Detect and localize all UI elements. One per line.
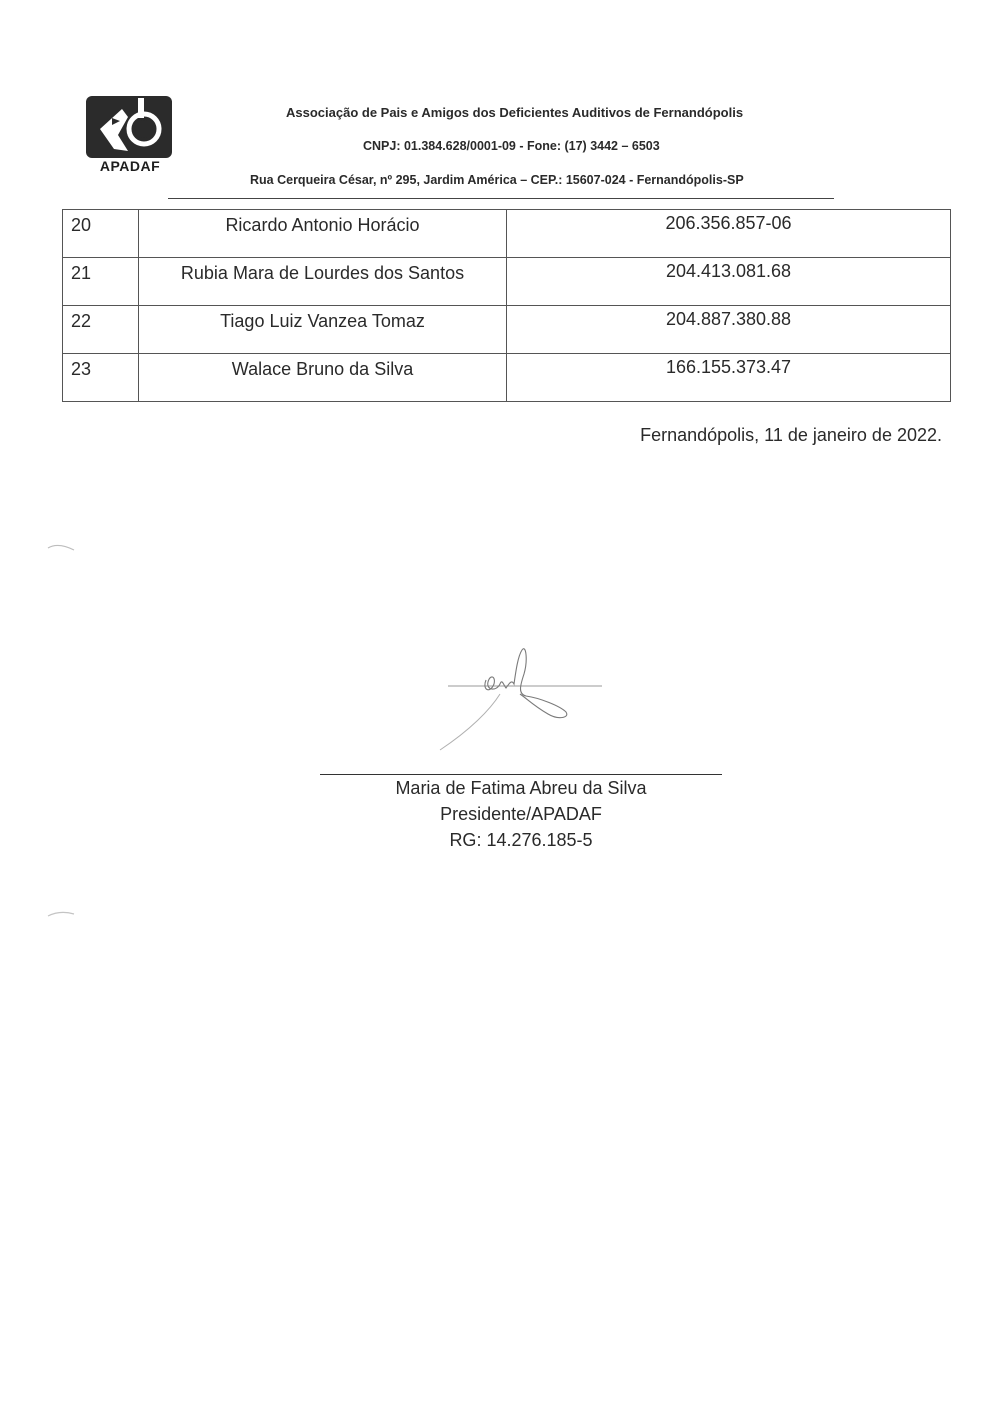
apadaf-logo <box>84 95 176 177</box>
row-number: 21 <box>63 258 139 306</box>
table-row <box>63 258 951 306</box>
table-row <box>63 306 951 354</box>
signature-line <box>320 774 722 775</box>
signer-rg: RG: 14.276.185-5 <box>449 830 593 850</box>
row-id: 204.413.081.68 <box>507 258 951 306</box>
signer-title: Presidente/APADAF <box>440 804 602 824</box>
people-table <box>62 209 951 402</box>
row-name: Walace Bruno da Silva <box>139 354 507 402</box>
row-name: Rubia Mara de Lourdes dos Santos <box>139 258 507 306</box>
organization-name: Associação de Pais e Amigos dos Deficientes Auditivos de Fernandópolis <box>286 105 744 120</box>
logo-text: APADAF <box>99 158 161 174</box>
scan-mark-icon <box>46 540 76 552</box>
row-id: 206.356.857-06 <box>507 210 951 258</box>
row-id: 204.887.380.88 <box>507 306 951 354</box>
row-number: 22 <box>63 306 139 354</box>
row-name: Ricardo Antonio Horácio <box>139 210 507 258</box>
header-divider <box>168 198 834 199</box>
scan-mark-icon <box>46 908 76 920</box>
signer-name: Maria de Fatima Abreu da Silva <box>395 778 647 798</box>
table-row <box>63 210 951 258</box>
place-and-date: Fernandópolis, 11 de janeiro de 2022. <box>640 425 942 445</box>
row-name: Tiago Luiz Vanzea Tomaz <box>139 306 507 354</box>
row-id: 166.155.373.47 <box>507 354 951 402</box>
organization-contact: CNPJ: 01.384.628/0001-09 - Fone: (17) 3442 – 6503 <box>363 139 660 153</box>
table-row <box>63 354 951 402</box>
organization-address: Rua Cerqueira César, nº 295, Jardim América – CEP.: 15607-024 - Fernandópolis-SP <box>250 173 744 187</box>
logo-emblem-icon <box>84 95 176 159</box>
row-number: 20 <box>63 210 139 258</box>
handwritten-signature <box>430 640 610 755</box>
row-number: 23 <box>63 354 139 402</box>
